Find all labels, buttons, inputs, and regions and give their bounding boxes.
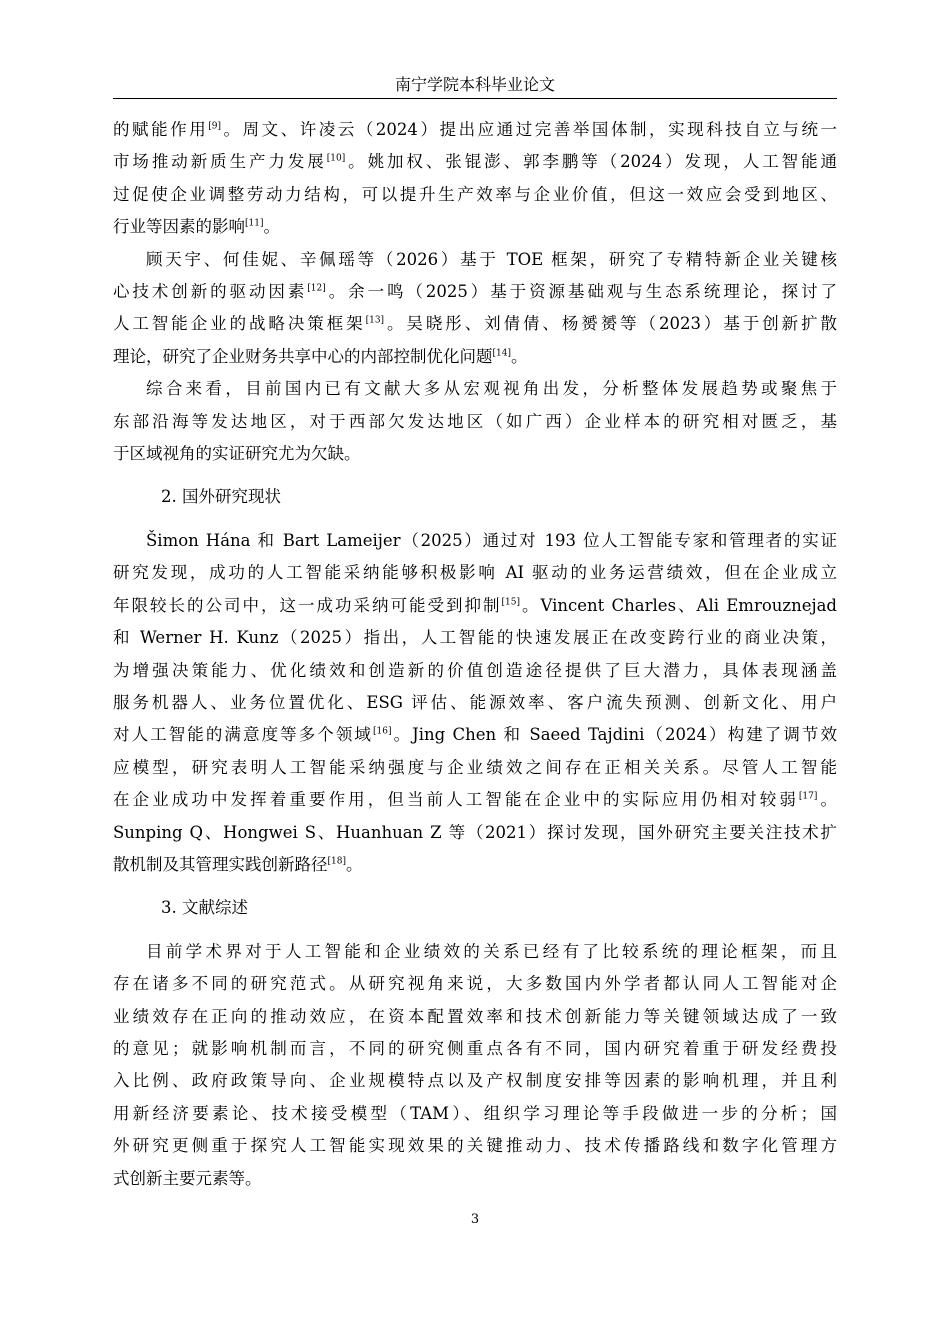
text-line: 年限较长的公司中，这一成功采纳可能受到抑制[15]。Vincent Charles、Ali Emrouznejad <box>113 595 837 615</box>
text-line: 和 Werner H. Kunz（2025）指出，人工智能的快速发展正在改变跨行业的商业决策， <box>113 628 837 648</box>
text-line: 存在诸多不同的研究范式。从研究视角来说，大多数国内外学者都认同人工智能对企 <box>113 974 837 994</box>
section-gap <box>113 881 837 892</box>
citation-marker: [13] <box>365 315 385 326</box>
text-line: 心技术创新的驱动因素[12]。余一鸣（2025）基于资源基础观与生态系统理论，探讨了 <box>113 282 837 302</box>
paragraph <box>113 114 837 244</box>
citation-marker: [9] <box>208 121 221 132</box>
section-gap <box>113 925 837 936</box>
citation-marker: [12] <box>307 283 326 294</box>
text-line: 理论，研究了企业财务共享中心的内部控制优化问题[14]。 <box>113 346 528 366</box>
text-line: 过促使企业调整劳动力结构，可以提升生产效率与企业价值，但这一效应会受到地区、 <box>113 184 837 204</box>
text-line: 散机制及其管理实践创新路径[18]。 <box>113 854 363 874</box>
text-line: 市场推动新质生产力发展[10]。姚加权、张锟澎、郭李鹏等（2024）发现，人工智能通 <box>113 152 838 172</box>
text-line: 东部沿海等发达地区，对于西部欠发达地区（如广西）企业样本的研究相对匮乏，基 <box>113 411 837 431</box>
text-line: Šimon Hána 和 Bart Lameijer（2025）通过对 193 位人工智能专家和管理者的实证 <box>146 530 837 550</box>
paragraph <box>113 525 837 881</box>
text-line: 为增强决策能力、优化绩效和创造新的价值创造途径提供了巨大潜力，具体表现涵盖 <box>113 660 837 680</box>
page-number: 3 <box>470 1212 480 1227</box>
text-line: 目前学术界对于人工智能和企业绩效的关系已经有了比较系统的理论框架，而且 <box>146 941 837 961</box>
citation-marker: [14] <box>492 348 511 359</box>
citation-marker: [11] <box>245 218 264 229</box>
text-line: 于区域视角的实证研究尤为欠缺。 <box>113 444 361 464</box>
text-line: 式创新主要元素等。 <box>113 1168 262 1188</box>
text-line: 入比例、政府政策导向、企业规模特点以及产权制度安排等因素的影响机理，并且利 <box>113 1071 837 1091</box>
text-line: Sunping Q、Hongwei S、Huanhuan Z 等（2021）探讨发现，国外研究主要关注技术扩 <box>113 822 837 842</box>
citation-marker: [16] <box>373 726 392 737</box>
text-line: 应模型，研究表明人工智能采纳强度与企业绩效之间存在正相关关系。尽管人工智能 <box>113 757 837 777</box>
text-line: 的赋能作用[9]。周文、许凌云（2024）提出应通过完善举国体制，实现科技自立与统一 <box>113 120 837 139</box>
citation-marker: [17] <box>798 791 818 802</box>
header-rule <box>113 98 837 99</box>
text-line: 顾天宇、何佳妮、辛佩瑶等（2026）基于 TOE 框架，研究了专精特新企业关键核 <box>146 249 837 269</box>
running-header: 南宁学院本科毕业论文 <box>394 75 555 94</box>
text-line: 业绩效存在正向的推动效应，在资本配置效率和技术创新能力等关键领域达成了一致 <box>113 1006 837 1026</box>
section-gap <box>113 470 837 481</box>
text-line: 研究发现，成功的人工智能采纳能够积极影响 AI 驱动的业务运营绩效，但在企业成立 <box>113 563 837 583</box>
citation-marker: [10] <box>326 153 346 164</box>
text-line: 的意见；就影响机制而言，不同的研究侧重点各有不同，国内研究着重于研发经费投 <box>113 1038 837 1058</box>
text-line: 外研究更侧重于探究人工智能实现效果的关键推动力、技术传播路线和数字化管理方 <box>113 1136 837 1156</box>
citation-marker: [15] <box>501 597 521 608</box>
paragraph <box>113 936 837 1195</box>
body-text <box>113 114 837 1195</box>
section-gap <box>113 514 837 525</box>
text-line: 综合来看，目前国内已有文献大多从宏观视角出发，分析整体发展趋势或聚焦于 <box>146 379 837 399</box>
paragraph <box>113 244 837 374</box>
text-line: 用新经济要素论、技术接受模型（TAM）、组织学习理论等手段做进一步的分析；国 <box>113 1103 837 1123</box>
paragraph <box>113 373 837 470</box>
section-heading: 3. 文献综述 <box>161 898 248 918</box>
text-line: 在企业成功中发挥着重要作用，但当前人工智能在企业中的实际应用仍相对较弱[17]。 <box>113 790 838 810</box>
text-line: 对人工智能的满意度等多个领域[16]。Jing Chen 和 Saeed Tajdini（2024）构建了调节效 <box>113 725 837 745</box>
text-line: 行业等因素的影响[11]。 <box>113 217 280 237</box>
text-line: 服务机器人、业务位置优化、ESG 评估、能源效率、客户流失预测、创新文化、用户 <box>113 692 837 712</box>
text-line: 人工智能企业的战略决策框架[13]。吴晓彤、刘倩倩、杨赟赟等（2023）基于创新扩散 <box>113 314 837 334</box>
section-heading: 2. 国外研究现状 <box>161 487 281 507</box>
citation-marker: [18] <box>327 856 346 867</box>
